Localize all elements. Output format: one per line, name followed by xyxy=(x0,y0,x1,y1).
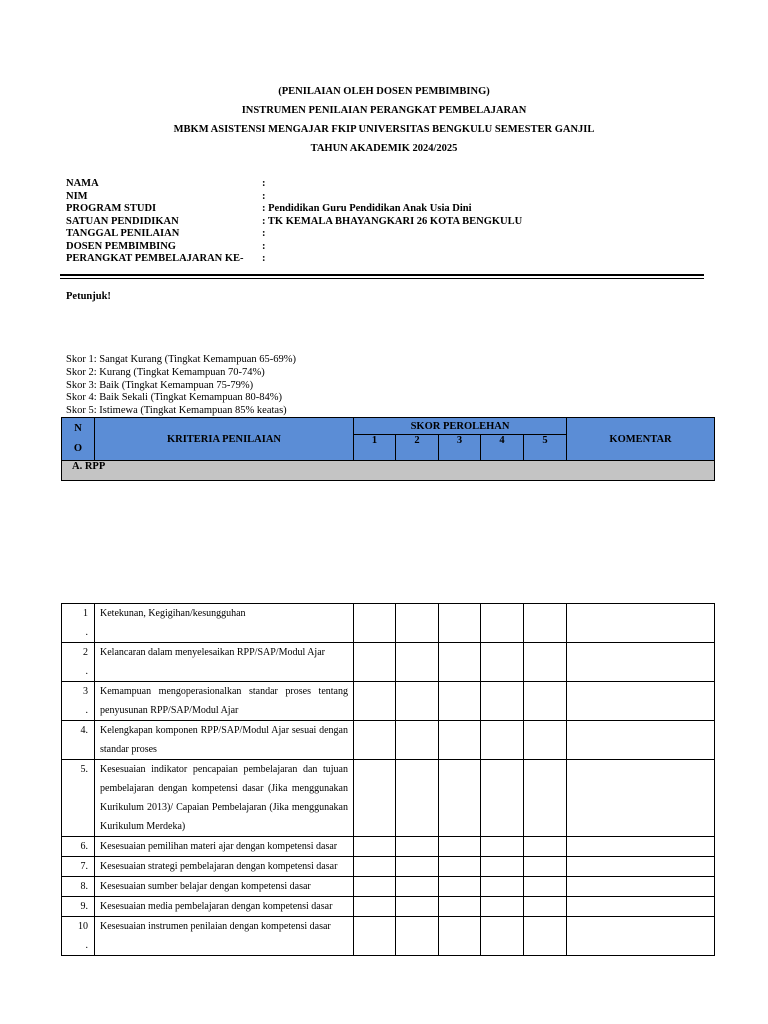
table-row xyxy=(62,682,715,721)
score-cell-2[interactable] xyxy=(396,917,439,956)
score-cell-5[interactable] xyxy=(524,604,567,643)
info-value: : xyxy=(262,178,266,189)
score-cell-3[interactable] xyxy=(439,760,481,837)
score-cell-5[interactable] xyxy=(524,897,567,917)
score-cell-2[interactable] xyxy=(396,682,439,721)
score-cell-4[interactable] xyxy=(481,721,524,760)
document-title-block xyxy=(0,82,768,158)
criteria-text: Kesesuaian media pembelajaran dengan kompetensi dasar xyxy=(95,897,354,917)
criteria-text: Kesesuaian instrumen penilaian dengan kompetensi dasar xyxy=(95,917,354,956)
score-cell-1[interactable] xyxy=(354,877,396,897)
comment-cell[interactable] xyxy=(567,604,715,643)
score-cell-1[interactable] xyxy=(354,917,396,956)
header-skor-4: 4 xyxy=(481,435,524,461)
comment-cell[interactable] xyxy=(567,682,715,721)
comment-cell[interactable] xyxy=(567,837,715,857)
info-row-program-studi xyxy=(66,203,522,216)
info-row-satuan-pendidikan xyxy=(66,216,522,229)
header-skor-perolehan: SKOR PEROLEHAN xyxy=(354,418,567,435)
score-cell-4[interactable] xyxy=(481,857,524,877)
row-number: 2 . xyxy=(62,643,95,682)
score-cell-3[interactable] xyxy=(439,897,481,917)
score-cell-5[interactable] xyxy=(524,877,567,897)
row-number: 3 . xyxy=(62,682,95,721)
table-row xyxy=(62,643,715,682)
score-cell-4[interactable] xyxy=(481,682,524,721)
score-cell-1[interactable] xyxy=(354,643,396,682)
score-cell-4[interactable] xyxy=(481,837,524,857)
score-cell-2[interactable] xyxy=(396,760,439,837)
row-number: 6. xyxy=(62,837,95,857)
score-cell-1[interactable] xyxy=(354,721,396,760)
title-line-4: TAHUN AKADEMIK 2024/2025 xyxy=(310,143,458,154)
header-komentar: KOMENTAR xyxy=(567,418,715,461)
score-cell-1[interactable] xyxy=(354,857,396,877)
score-cell-4[interactable] xyxy=(481,897,524,917)
header-skor-1: 1 xyxy=(354,435,396,461)
score-legend-item: Skor 1: Sangat Kurang (Tingkat Kemampuan 65-69%) xyxy=(66,354,296,365)
title-line-1: (PENILAIAN OLEH DOSEN PEMBIMBING) xyxy=(278,86,490,97)
score-cell-3[interactable] xyxy=(439,604,481,643)
info-value: : xyxy=(262,228,266,239)
score-cell-2[interactable] xyxy=(396,857,439,877)
criteria-text: Kesesuaian pemilihan materi ajar dengan kompetensi dasar xyxy=(95,837,354,857)
score-cell-4[interactable] xyxy=(481,760,524,837)
info-label: PROGRAM STUDI xyxy=(66,203,157,214)
score-cell-2[interactable] xyxy=(396,897,439,917)
info-row-perangkat-pembelajaran xyxy=(66,253,522,266)
comment-cell[interactable] xyxy=(567,643,715,682)
score-cell-5[interactable] xyxy=(524,721,567,760)
score-cell-5[interactable] xyxy=(524,837,567,857)
table-row xyxy=(62,837,715,857)
comment-cell[interactable] xyxy=(567,877,715,897)
table-row xyxy=(62,857,715,877)
table-row xyxy=(62,877,715,897)
title-line-2: INSTRUMEN PENILAIAN PERANGKAT PEMBELAJARAN xyxy=(241,105,527,116)
score-legend-item: Skor 3: Baik (Tingkat Kemampuan 75-79%) xyxy=(66,379,254,391)
score-legend-item: Skor 5: Istimewa (Tingkat Kemampuan 85% keatas) xyxy=(66,405,287,417)
score-cell-4[interactable] xyxy=(481,917,524,956)
info-label: DOSEN PEMBIMBING xyxy=(66,240,176,252)
header-skor-5: 5 xyxy=(524,435,567,461)
section-a-rpp: A. RPP xyxy=(62,461,715,481)
criteria-text: Ketekunan, Kegigihan/kesungguhan xyxy=(95,604,354,643)
score-cell-3[interactable] xyxy=(439,857,481,877)
criteria-text: Kesesuaian indikator pencapaian pembelajaran dan tujuan pembelajaran dengan kompetensi dasar (Jika menggunakan Kurikulum 2013)/ Capaian Pembelajaran (Jika menggunakan Kurikulum Merdeka) xyxy=(95,760,354,837)
score-cell-4[interactable] xyxy=(481,604,524,643)
divider-thin xyxy=(60,278,704,279)
info-label: SATUAN PENDIDIKAN xyxy=(66,215,179,227)
table-row xyxy=(62,604,715,643)
table-row xyxy=(62,917,715,956)
criteria-text: Kesesuaian sumber belajar dengan kompetensi dasar xyxy=(95,877,354,897)
score-cell-5[interactable] xyxy=(524,760,567,837)
row-number: 1 . xyxy=(62,604,95,643)
score-legend xyxy=(66,354,296,418)
score-cell-2[interactable] xyxy=(396,837,439,857)
score-legend-item: Skor 2: Kurang (Tingkat Kemampuan 70-74%) xyxy=(66,366,265,378)
comment-cell[interactable] xyxy=(567,760,715,837)
score-cell-3[interactable] xyxy=(439,682,481,721)
criteria-text: Kemampuan mengoperasionalkan standar proses tentang penyusunan RPP/SAP/Modul Ajar xyxy=(95,682,354,721)
info-row-tanggal-penilaian xyxy=(66,228,522,241)
instructions-heading: Petunjuk! xyxy=(66,291,111,302)
score-cell-1[interactable] xyxy=(354,897,396,917)
info-row-nim xyxy=(66,191,522,204)
score-cell-5[interactable] xyxy=(524,682,567,721)
comment-cell[interactable] xyxy=(567,721,715,760)
table-row xyxy=(62,760,715,837)
score-cell-3[interactable] xyxy=(439,917,481,956)
score-cell-4[interactable] xyxy=(481,877,524,897)
criteria-text: Kesesuaian strategi pembelajaran dengan kompetensi dasar xyxy=(95,857,354,877)
score-legend-item: Skor 4: Baik Sekali (Tingkat Kemampuan 80-84%) xyxy=(66,392,283,404)
info-row-nama xyxy=(66,178,522,191)
header-skor-2: 2 xyxy=(396,435,439,461)
score-cell-1[interactable] xyxy=(354,837,396,857)
score-cell-3[interactable] xyxy=(439,643,481,682)
info-value: : Pendidikan Guru Pendidikan Anak Usia Dini xyxy=(262,203,472,214)
header-no xyxy=(62,418,95,461)
assessment-table-body xyxy=(61,603,715,956)
row-number: 9. xyxy=(62,897,95,917)
row-number: 5. xyxy=(62,760,95,837)
header-kriteria: KRITERIA PENILAIAN xyxy=(95,418,354,461)
row-number: 8. xyxy=(62,877,95,897)
comment-cell[interactable] xyxy=(567,857,715,877)
score-cell-3[interactable] xyxy=(439,721,481,760)
score-cell-3[interactable] xyxy=(439,877,481,897)
score-cell-1[interactable] xyxy=(354,682,396,721)
table-row xyxy=(62,721,715,760)
criteria-text: Kelancaran dalam menyelesaikan RPP/SAP/Modul Ajar xyxy=(95,643,354,682)
score-cell-3[interactable] xyxy=(439,837,481,857)
score-cell-5[interactable] xyxy=(524,857,567,877)
info-value: : xyxy=(262,190,266,202)
divider-thick xyxy=(60,274,704,276)
info-label: PERANGKAT PEMBELAJARAN KE- xyxy=(66,253,244,264)
score-cell-5[interactable] xyxy=(524,643,567,682)
score-cell-2[interactable] xyxy=(396,877,439,897)
info-value: : xyxy=(262,240,266,252)
assessment-table-header xyxy=(61,417,715,481)
info-label: TANGGAL PENILAIAN xyxy=(66,228,180,239)
info-value: : TK KEMALA BHAYANGKARI 26 KOTA BENGKULU xyxy=(262,215,523,227)
score-cell-5[interactable] xyxy=(524,917,567,956)
comment-cell[interactable] xyxy=(567,897,715,917)
info-value: : xyxy=(262,253,266,264)
row-number: 10 . xyxy=(62,917,95,956)
score-cell-2[interactable] xyxy=(396,721,439,760)
header-no-top: N xyxy=(74,423,82,434)
score-cell-4[interactable] xyxy=(481,643,524,682)
identity-info-block xyxy=(66,178,522,266)
criteria-text: Kelengkapan komponen RPP/SAP/Modul Ajar sesuai dengan standar proses xyxy=(95,721,354,760)
row-number: 4. xyxy=(62,721,95,760)
score-cell-2[interactable] xyxy=(396,643,439,682)
score-cell-1[interactable] xyxy=(354,604,396,643)
score-cell-1[interactable] xyxy=(354,760,396,837)
row-number: 7. xyxy=(62,857,95,877)
info-label: NIM xyxy=(66,190,88,202)
score-cell-2[interactable] xyxy=(396,604,439,643)
header-no-bottom: O xyxy=(73,443,83,454)
title-line-3: MBKM ASISTENSI MENGAJAR FKIP UNIVERSITAS BENGKULU SEMESTER GANJIL xyxy=(173,124,595,135)
header-skor-3: 3 xyxy=(439,435,481,461)
table-row xyxy=(62,897,715,917)
info-label: NAMA xyxy=(66,178,99,189)
info-row-dosen-pembimbing xyxy=(66,241,522,254)
comment-cell[interactable] xyxy=(567,917,715,956)
